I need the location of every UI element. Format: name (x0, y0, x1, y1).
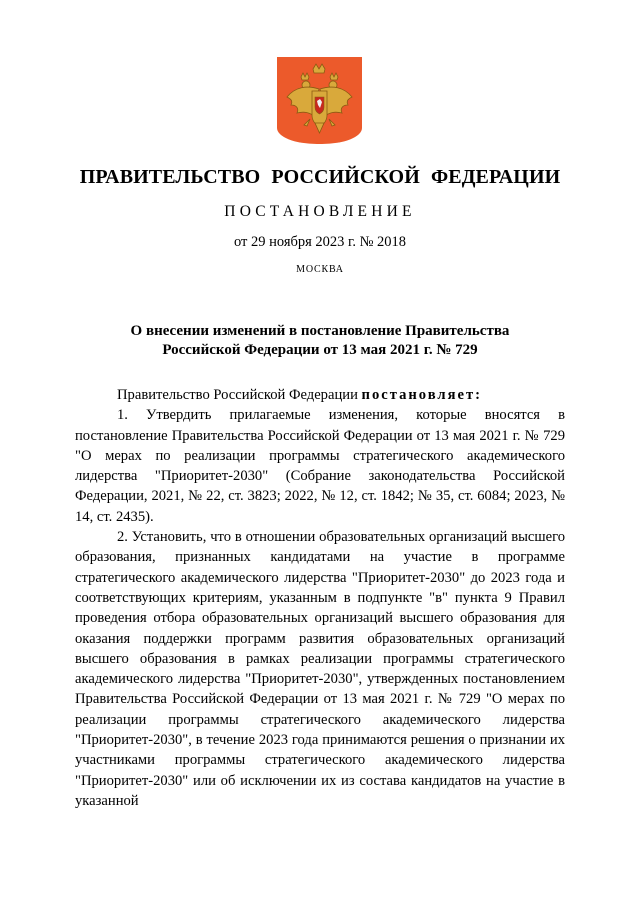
government-title: ПРАВИТЕЛЬСТВО РОССИЙСКОЙ ФЕДЕРАЦИИ (79, 166, 561, 188)
decree-subject (90, 322, 550, 360)
intro-text: Правительство Российской Федерации (117, 387, 362, 403)
paragraph-1: 1. Утвердить прилагаемые изменения, которые вносятся в постановление Правительства Российской Федерации от 13 мая 2021 г. № 729 "О мерах по реализации программы стратегического академического лидерства "Приоритет-2030" (Собрание законодательства Российской Федерации, 2021, № 22, ст. 3823; 2022, № 12, ст. 1842; № 35, ст. 6084; 2023, № 14, ст. 2435). (75, 407, 565, 525)
paragraph-2: 2. Установить, что в отношении образовательных организаций высшего образования, признанных кандидатами на участие в программе стратегического академического лидерства "Приоритет-2030" до 2023 года и соответствующих критериям, указанным в подпункте "в" пункта 9 Правил проведения отбора образовательных организаций высшего образования для оказания поддержки программ развития образовательных организаций высшего образования в рамках реализации программы стратегического академического лидерства "Приоритет-2030", утвержденных постановлением Правительства Российской Федерации от 13 мая 2021 г. № 729 "О мерах по реализации программы стратегического академического лидерства "Приоритет-2030", в течение 2023 года принимаются решения о признании их участниками программы стратегического академического лидерства "Приоритет-2030" или об исключении их из состава кандидатов на участие в указанной (75, 529, 565, 809)
decree-date-number: от 29 ноября 2023 г. № 2018 (233, 234, 407, 250)
subject-line-2: Российской Федерации от 13 мая 2021 г. № 729 (162, 342, 478, 358)
intro-paragraph (75, 385, 565, 405)
decree-body (75, 385, 565, 811)
subject-line-1: О внесении изменений в постановление Правительства (130, 323, 510, 339)
city-label: МОСКВА (296, 264, 344, 275)
coat-of-arms-icon (277, 57, 362, 144)
intro-verb: постановляет: (361, 387, 482, 403)
document-type: ПОСТАНОВЛЕНИЕ (224, 203, 416, 220)
